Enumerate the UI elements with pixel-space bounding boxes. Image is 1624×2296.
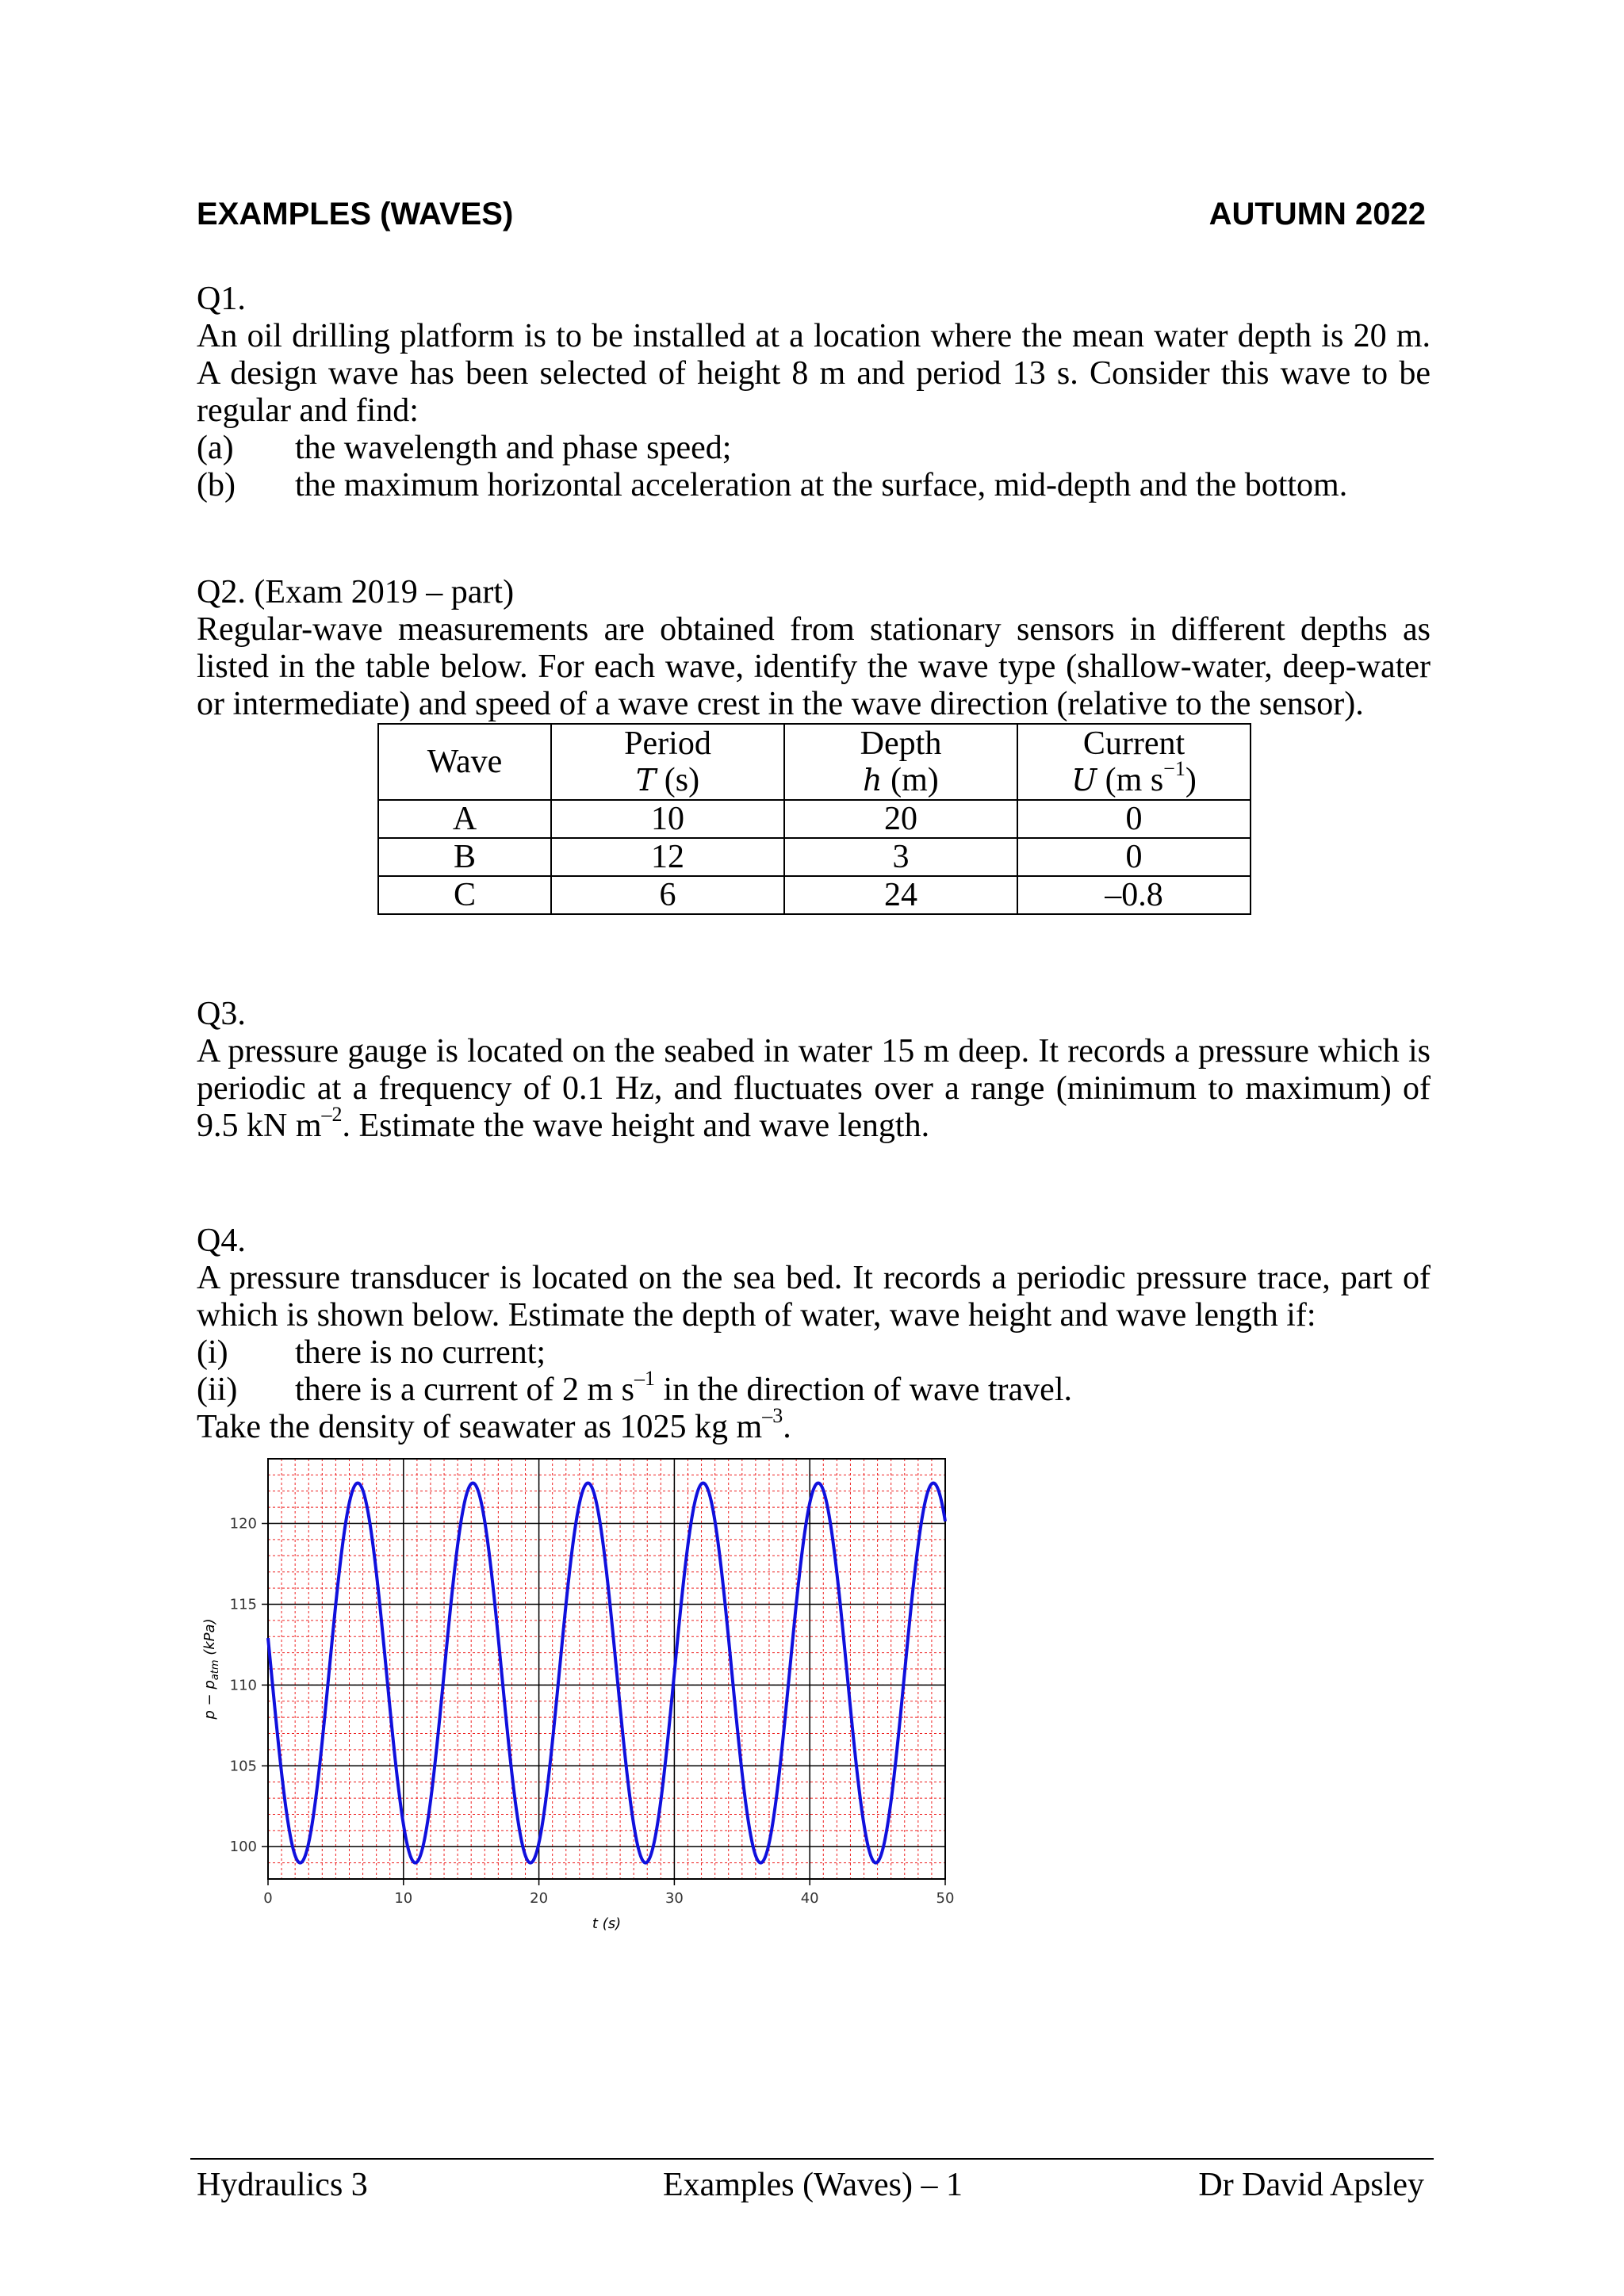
cell-wave: A — [378, 800, 551, 838]
x-ticks — [263, 1879, 954, 1907]
table-row — [378, 838, 1251, 876]
q4-label: Q4. — [197, 1223, 246, 1259]
cell-depth: 24 — [784, 876, 1017, 914]
y-axis-label-sub: atm — [209, 1659, 221, 1681]
cell-period: 10 — [551, 800, 784, 838]
header-period — [551, 724, 784, 800]
y-tick-label: 115 — [229, 1596, 257, 1613]
y-ticks — [230, 1516, 268, 1856]
footer-author: Dr David Apsley — [1198, 2167, 1424, 2203]
q2-label: Q2. (Exam 2019 – part) — [197, 574, 515, 610]
x-tick-label: 0 — [263, 1890, 273, 1907]
question-3 — [197, 996, 1431, 1145]
period-symbol: T — [635, 763, 657, 798]
cell-current: 0 — [1017, 838, 1251, 876]
period-unit: (s) — [664, 762, 700, 798]
wave-table — [377, 723, 1251, 915]
y-axis-label-main: p − p — [201, 1680, 218, 1720]
q4-item-ii-label: (ii) — [197, 1372, 238, 1408]
x-axis-label: t (s) — [592, 1915, 622, 1932]
current-unit-close: ) — [1185, 762, 1197, 798]
q4-density-text: Take the density of seawater as 1025 kg m — [197, 1409, 763, 1445]
q4-density-exponent: –3 — [762, 1404, 783, 1427]
q4-density — [197, 1404, 1431, 1446]
q4-item-ii-text-end: in the direction of wave travel. — [655, 1372, 1072, 1408]
doc-term: AUTUMN 2022 — [1208, 197, 1426, 232]
cell-period: 6 — [551, 876, 784, 914]
x-tick-label: 10 — [394, 1890, 413, 1907]
x-tick-label: 50 — [936, 1890, 955, 1907]
q1-item-a-text: the wavelength and phase speed; — [295, 430, 732, 466]
q4-density-end: . — [783, 1409, 791, 1445]
q4-text: A pressure transducer is located on the sea bed. It records a periodic pressure trace, part of which is shown below. Estimate the depth of water, wave height and wave length if: — [197, 1260, 1431, 1334]
x-tick-label: 40 — [800, 1890, 819, 1907]
header-period-title: Period — [624, 725, 711, 762]
x-tick-label: 20 — [530, 1890, 549, 1907]
footer-page: Examples (Waves) – 1 — [663, 2167, 963, 2203]
y-tick-label: 120 — [229, 1515, 257, 1533]
cell-wave: B — [378, 838, 551, 876]
y-axis-label-unit: (kPa) — [201, 1618, 218, 1660]
q1-label: Q1. — [197, 281, 246, 317]
table-header-row — [378, 724, 1251, 800]
y-axis-label — [201, 1618, 221, 1720]
header-period-unit — [552, 762, 783, 798]
x-tick-label: 30 — [665, 1890, 684, 1907]
cell-period: 12 — [551, 838, 784, 876]
pressure-chart-svg — [190, 1451, 967, 1942]
header-depth-unit — [785, 762, 1017, 798]
table-row — [378, 800, 1251, 838]
header-current-title: Current — [1082, 725, 1185, 762]
pressure-chart — [190, 1451, 967, 1942]
cell-current: 0 — [1017, 800, 1251, 838]
header-current — [1017, 724, 1251, 800]
footer-rule — [190, 2158, 1434, 2160]
y-tick-label: 105 — [229, 1758, 257, 1775]
q1-item-b-label: (b) — [197, 467, 236, 503]
depth-symbol: h — [863, 763, 883, 798]
q1-item-a — [197, 430, 1431, 467]
q1-item-b — [197, 467, 1431, 504]
y-tick-label: 110 — [229, 1677, 257, 1694]
q4-item-i — [197, 1334, 1431, 1372]
cell-depth: 20 — [784, 800, 1017, 838]
q1-item-a-label: (a) — [197, 430, 234, 466]
header-depth-title: Depth — [860, 725, 942, 762]
q3-text-main: A pressure gauge is located on the seabed in water 15 m deep. It records a pressure which is periodic at a frequency of 0.1 Hz, and fluctuates over a range (minimum to maximum) of 9.5 kN m — [197, 1033, 1431, 1144]
cell-wave: C — [378, 876, 551, 914]
current-symbol: U — [1071, 763, 1097, 798]
header-wave: Wave — [378, 724, 551, 800]
doc-title: EXAMPLES (WAVES) — [197, 197, 514, 232]
q4-item-ii-text: there is a current of 2 m s — [295, 1372, 635, 1408]
table-row — [378, 876, 1251, 914]
header-current-unit — [1018, 757, 1250, 798]
q3-label: Q3. — [197, 996, 246, 1032]
cell-current: –0.8 — [1017, 876, 1251, 914]
q1-text: An oil drilling platform is to be installed at a location where the mean water depth is 20 m. A design wave has been selected of height 8 m and period 13 s. Consider this wave to be regular and find: — [197, 318, 1431, 429]
current-unit: (m s — [1105, 762, 1164, 798]
q4-item-ii-exponent: –1 — [634, 1367, 656, 1390]
question-1 — [197, 281, 1431, 504]
q4-item-ii — [197, 1367, 1431, 1409]
header-depth — [784, 724, 1017, 800]
question-4 — [197, 1223, 1431, 1446]
question-2 — [197, 574, 1431, 723]
q3-text-end: . Estimate the wave height and wave length. — [342, 1108, 930, 1144]
depth-unit: (m) — [891, 762, 939, 798]
footer-course: Hydraulics 3 — [197, 2167, 368, 2203]
current-exponent: −1 — [1163, 757, 1185, 780]
q1-item-b-text: the maximum horizontal acceleration at the surface, mid-depth and the bottom. — [295, 467, 1348, 503]
q4-item-i-label: (i) — [197, 1334, 228, 1371]
q4-item-i-text: there is no current; — [295, 1334, 546, 1371]
y-tick-label: 100 — [229, 1839, 257, 1856]
q3-text — [197, 1033, 1431, 1145]
q3-exponent: –2 — [321, 1103, 343, 1126]
cell-depth: 3 — [784, 838, 1017, 876]
q2-text: Regular-wave measurements are obtained from stationary sensors in different depths as listed in the table below. For each wave, identify the wave type (shallow-water, deep-water or intermediate) and speed of a wave crest in the wave direction (relative to the sensor). — [197, 611, 1431, 722]
